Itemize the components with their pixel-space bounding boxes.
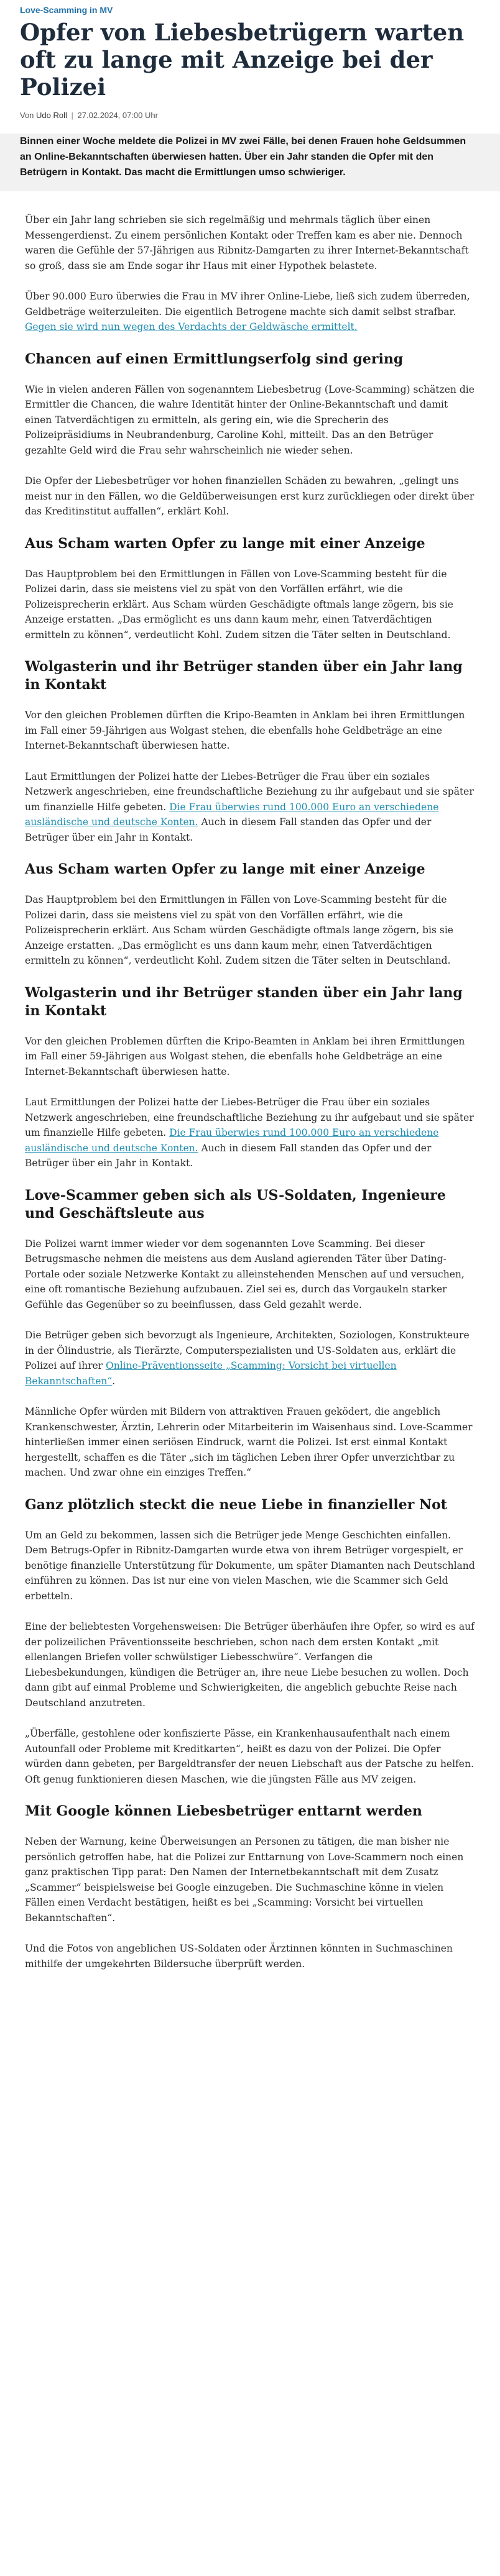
paragraph-text: Und die Fotos von angeblichen US-Soldaten oder Ärztinnen könnten in Suchmaschinen mithilfe der umgekehrten Bildersuche überprüft werden. — [25, 1943, 453, 1970]
article-header — [0, 0, 500, 120]
inline-link[interactable]: Gegen sie wird nun wegen des Verdachts der Geldwäsche ermittelt. — [25, 321, 358, 332]
paragraph-text: Das Hauptproblem bei den Ermittlungen in Fällen von Love-Scamming besteht für die Polizei darin, dass sie meistens viel zu spät von den Vorfällen erfährt, wie die Polizeisprecherin erklärt. Aus Scham würden Geschädigte oftmals lange zögern, bis sie Anzeige erstatten. „Das ermöglicht es uns dann kaum mehr, einen Tatverdächtigen ermitteln zu können“, verdeutlicht Kohl. Zudem sitzen die Täter selten in Deutschland. — [25, 894, 453, 966]
body-paragraph — [25, 1034, 475, 1080]
body-paragraph — [25, 567, 475, 643]
section-heading: Wolgasterin und ihr Betrüger standen über ein Jahr lang in Kontakt — [25, 659, 463, 693]
body-paragraph — [25, 212, 475, 273]
inline-link[interactable]: Die Frau überwies rund 100.000 Euro an verschiedene ausländische und deutsche Konten. — [25, 1127, 439, 1154]
body-paragraph — [25, 1941, 475, 1971]
byline-date: 27.02.2024, 07:00 Uhr — [77, 111, 158, 120]
body-paragraph — [25, 1095, 475, 1171]
body-paragraph — [25, 1404, 475, 1481]
body-paragraph — [25, 1834, 475, 1925]
paragraph-text: Die Betrüger geben sich bevorzugt als Ingenieure, Architekten, Soziologen, Konstrukteure in der Ölindustrie, als Tierärzte, Computerspezialisten und US-Soldaten aus, erklärt die Polizei auf ihrer — [25, 1330, 470, 1371]
body-paragraph — [25, 1236, 475, 1313]
paragraph-text: Um an Geld zu bekommen, lassen sich die Betrüger jede Menge Geschichten einfallen. Dem Betrugs-Opfer in Ribnitz-Damgarten wurde etwa von ihrem Betrüger vorgespielt, er benötige finanzielle Unterstützung für Dokumente, um später Diamanten nach Deutschland einführen zu können. Das ist nur eine von vielen Maschen, wie die Scammer sich Geld erbetteln. — [25, 1529, 475, 1602]
paragraph-text: Männliche Opfer würden mit Bildern von attraktiven Frauen geködert, die angeblich Krankenschwester, Ärztin, Lehrerin oder Mitarbeiterin im Waisenhaus sind. Love-Scammer hinterließen immer einen seriösen Eindruck, warnt die Polizei. Ist erst einmal Kontakt hergestellt, schaffen es die Täter „sich im täglichen Leben ihrer Opfer unverzichtbar zu machen. Und zwar ohne ein einziges Treffen.“ — [25, 1406, 473, 1478]
paragraph-text-after-link: . — [112, 1375, 116, 1387]
paragraph-text: Neben der Warnung, keine Überweisungen an Personen zu tätigen, die man bisher nie persönlich getroffen habe, hat die Polizei zur Enttarnung von Love-Scammern noch einen ganz praktischen Tipp parat: Den Namen der Internetbekanntschaft mit dem Zusatz „Scammer“ beispielsweise bei Google einzugeben. Die Suchmaschine könne in vielen Fällen einen Verdacht bestätigen, heißt es bei „Scamming: Vorsicht bei virtuellen Bekanntschaften“. — [25, 1836, 464, 1924]
body-paragraph — [25, 1726, 475, 1787]
paragraph-text: Über ein Jahr lang schrieben sie sich regelmäßig und mehrmals täglich über einen Messengerdienst. Zu einem persönlichen Kontakt oder Treffen kam es aber nie. Dennoch waren die Gefühle der 57-Jährigen aus Ribnitz-Damgarten zu ihrer Internet-Bekanntschaft so groß, dass sie am Ende sogar ihr Haus mit einer Hypothek belastete. — [25, 214, 469, 272]
paragraph-text: Laut Ermittlungen der Polizei hatte der Liebes-Betrüger die Frau über ein soziales Netzwerk angeschrieben, eine freundschaftliche Beziehung zu ihr aufgebaut und sie später um finanzielle Hilfe gebeten. — [25, 770, 474, 813]
article-teaser: Binnen einer Woche meldete die Polizei in MV zwei Fälle, bei denen Frauen hohe Geldsummen an Online-Bekanntschaften überwiesen hatten. Über ein Jahr standen die Opfer mit den Betrügern in Kontakt. Das macht die Ermittlungen umso schwieriger. — [20, 136, 466, 178]
article-headline: Opfer von Liebesbetrügern warten oft zu lange mit Anzeige bei der Polizei — [20, 19, 465, 101]
paragraph-text: Laut Ermittlungen der Polizei hatte der Liebes-Betrüger die Frau über ein soziales Netzwerk angeschrieben, eine freundschaftliche Beziehung zu ihr aufgebaut und sie später um finanzielle Hilfe gebeten. — [25, 1097, 474, 1138]
paragraph-text: Vor den gleichen Problemen dürften die Kripo-Beamten in Anklam bei ihren Ermittlungen im Fall einer 59-Jährigen aus Wolgast stehen, die ebenfalls hohe Geldbeträge an eine Internet-Bekanntschaft überwiesen hatte. — [25, 1035, 465, 1077]
section-heading: Mit Google können Liebesbetrüger enttarnt werden — [25, 1803, 422, 1819]
inline-link[interactable]: Online-Präventionsseite „Scamming: Vorsicht bei virtuellen Bekanntschaften“ — [25, 1360, 397, 1387]
paragraph-text: Die Opfer der Liebesbetrüger vor hohen finanziellen Schäden zu bewahren, „gelingt uns meist nur in den Fällen, wo die Geldüberweisungen erst kurz zurückliegen oder direkt über das Kreditinstitut auffallen“, erklärt Kohl. — [25, 475, 475, 517]
article-kicker[interactable]: Love-Scamming in MV — [20, 5, 113, 15]
section-heading: Aus Scham warten Opfer zu lange mit einer Anzeige — [25, 535, 425, 552]
body-paragraph — [25, 382, 475, 459]
paragraph-text: Wie in vielen anderen Fällen von sogenanntem Liebesbetrug (Love-Scamming) schätzen die Ermittler die Chancen, die wahre Identität hinter der Online-Bekanntschaft und damit einen Tatverdächtigen zu ermitteln, als gering ein, wie die Sprecherin des Polizeipräsidiums in Neubrandenburg, Caroline Kohl, mitteilt. Das an den Betrüger gezahlte Geld wird die Frau sehr wahrscheinlich nie wieder sehen. — [25, 383, 475, 456]
body-paragraph — [25, 473, 475, 519]
section-heading: Wolgasterin und ihr Betrüger standen über ein Jahr lang in Kontakt — [25, 984, 463, 1019]
section-heading: Chancen auf einen Ermittlungserfolg sind gering — [25, 350, 404, 367]
section-heading: Love-Scammer geben sich als US-Soldaten, Ingenieure und Geschäftsleute aus — [25, 1187, 446, 1222]
section-heading: Aus Scham warten Opfer zu lange mit einer Anzeige — [25, 861, 425, 877]
paragraph-text: Eine der beliebtesten Vorgehensweisen: Die Betrüger überhäufen ihre Opfer, so wird es auf der polizeilichen Präventionsseite beschrieben, schon nach dem ersten Kontakt „mit ellenlangen Briefen voller schwülstiger Liebesschwüre“. Verfangen die Liebesbekundungen, kündigen die Betrüger an, ihre neue Liebe besuchen zu wollen. Doch dann gibt auf einmal Probleme und Schwierigkeiten, die angeblich gebuchte Reise nach Deutschland anzutreten. — [25, 1621, 475, 1709]
body-paragraph — [25, 289, 475, 335]
section-heading: Ganz plötzlich steckt die neue Liebe in finanzieller Not — [25, 1496, 447, 1513]
paragraph-text: Über 90.000 Euro überwies die Frau in MV ihrer Online-Liebe, ließ sich zudem überreden, Geldbeträge weiterzuleiten. Die eigentlich Betrogene machte sich damit selbst strafbar. — [25, 291, 470, 317]
body-paragraph — [25, 892, 475, 969]
paragraph-text: Vor den gleichen Problemen dürften die Kripo-Beamten in Anklam bei ihren Ermittlungen im Fall einer 59-Jährigen aus Wolgast stehen, die ebenfalls hohe Geldbeträge an eine Internet-Bekanntschaft überwiesen hatte. — [25, 710, 465, 751]
paragraph-text-after-link: Auch in diesem Fall standen das Opfer und der Betrüger über ein Jahr in Kontakt. — [25, 816, 432, 843]
body-paragraph — [25, 1328, 475, 1389]
body-paragraph — [25, 769, 475, 846]
body-paragraph — [25, 1528, 475, 1604]
byline-author[interactable]: Udo Roll — [36, 111, 67, 120]
inline-link[interactable]: Die Frau überwies rund 100.000 Euro an verschiedene ausländische und deutsche Konten. — [25, 801, 439, 828]
article-body — [0, 198, 500, 1971]
body-paragraph — [25, 1619, 475, 1710]
paragraph-text-after-link: Auch in diesem Fall standen das Opfer und der Betrüger über ein Jahr in Kontakt. — [25, 1142, 432, 1169]
byline-prefix: Von — [20, 111, 34, 120]
byline-separator: | — [71, 111, 73, 120]
body-paragraph — [25, 708, 475, 754]
paragraph-text: „Überfälle, gestohlene oder konfiszierte Pässe, ein Krankenhausaufenthalt nach einem Autounfall oder Probleme mit Kreditkarten“, heißt es dazu von der Polizei. Die Opfer würden dann gebeten, per Bargeldtransfer der neuen Liebschaft aus der Patsche zu helfen. Oft genug funktionieren diesen Maschen, wie die jüngsten Fälle aus MV zeigen. — [25, 1728, 474, 1785]
paragraph-text: Das Hauptproblem bei den Ermittlungen in Fällen von Love-Scamming besteht für die Polizei darin, dass sie meistens viel zu spät von den Vorfällen erfährt, wie die Polizeisprecherin erklärt. Aus Scham würden Geschädigte oftmals lange zögern, bis sie Anzeige erstatten. „Das ermöglicht es uns dann kaum mehr, einen Tatverdächtigen ermitteln zu können“, verdeutlicht Kohl. Zudem sitzen die Täter selten in Deutschland. — [25, 568, 453, 641]
article-byline — [20, 111, 480, 120]
paragraph-text: Die Polizei warnt immer wieder vor dem sogenannten Love Scamming. Bei dieser Betrugsmasche nehmen die meistens aus dem Ausland agierenden Täter über Dating-Portale oder soziale Netzwerke Kontakt zu alleinstehenden Menschen auf und versuchen, eine oft romantische Beziehung aufzubauen. Ziel sei es, durch das Vorgaukeln starker Gefühle das Gegenüber so zu beeinflussen, dass Geld gezahlt werde. — [25, 1238, 465, 1310]
article-teaser-box — [0, 134, 500, 191]
